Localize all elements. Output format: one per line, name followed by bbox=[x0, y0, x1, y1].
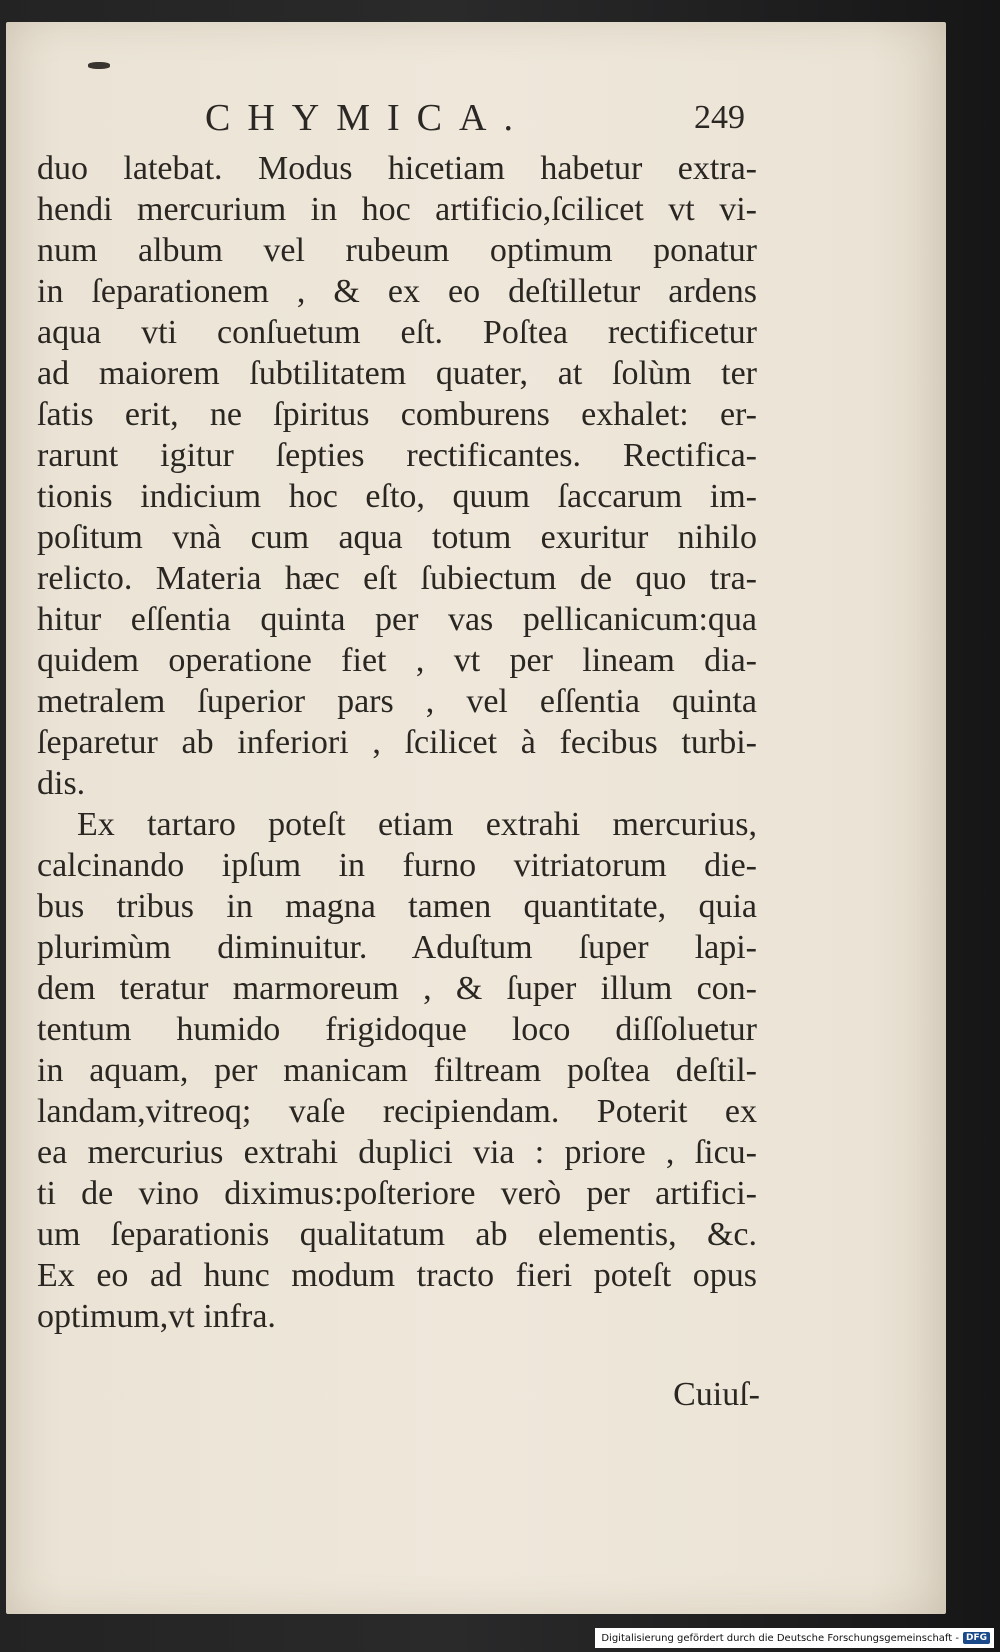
text-line: dis. bbox=[37, 765, 86, 802]
body-text bbox=[37, 148, 757, 1337]
text-line: Ex tartaro poteſt etiam extrahi mercurius, bbox=[77, 806, 757, 843]
text-line: plurimùm diminuitur. Aduſtum ſuper lapi- bbox=[37, 929, 757, 966]
text-line: Ex eo ad hunc modum tracto fieri poteſt opus bbox=[37, 1257, 757, 1294]
text-line: metralem ſuperior pars , vel eſſentia quinta bbox=[37, 683, 757, 720]
text-line: calcinando ipſum in furno vitriatorum die- bbox=[37, 847, 757, 884]
catchword: Cuiuſ- bbox=[673, 1376, 760, 1413]
text-line: in aquam, per manicam filtream poſtea deſtil- bbox=[37, 1052, 757, 1089]
text-line: aqua vti conſuetum eſt. Poſtea rectificetur bbox=[37, 314, 757, 351]
ink-spot bbox=[88, 62, 110, 69]
text-line: duo latebat. Modus hicetiam habetur extra- bbox=[37, 150, 757, 187]
credit-text: Digitalisierung gefördert durch die Deutsche Forschungsgemeinschaft - bbox=[601, 1632, 959, 1644]
text-line: ſeparetur ab inferiori , ſcilicet à fecibus turbi- bbox=[37, 724, 757, 761]
text-line: ſatis erit, ne ſpiritus comburens exhalet: er- bbox=[37, 396, 757, 433]
digitization-credit bbox=[595, 1628, 994, 1648]
text-line: rarunt igitur ſepties rectificantes. Rectifica- bbox=[37, 437, 757, 474]
running-title: CHYMICA. bbox=[205, 97, 530, 139]
text-line: hitur eſſentia quinta per vas pellicanicum:qua bbox=[37, 601, 757, 638]
text-line: quidem operatione fiet , vt per lineam dia- bbox=[37, 642, 757, 679]
text-line: landam,vitreoq; vaſe recipiendam. Poterit ex bbox=[37, 1093, 757, 1130]
text-line: hendi mercurium in hoc artificio,ſcilicet vt vi- bbox=[37, 191, 757, 228]
paragraph-1 bbox=[37, 148, 757, 804]
text-line: poſitum vnà cum aqua totum exuritur nihilo bbox=[37, 519, 757, 556]
text-line: tionis indicium hoc eſto, quum ſaccarum im- bbox=[37, 478, 757, 515]
text-line: ad maiorem ſubtilitatem quater, at ſolùm ter bbox=[37, 355, 757, 392]
text-line: num album vel rubeum optimum ponatur bbox=[37, 232, 757, 269]
text-line: ea mercurius extrahi duplici via : priore , ſicu- bbox=[37, 1134, 757, 1171]
paragraph-2 bbox=[37, 804, 757, 1337]
text-line: dem teratur marmoreum , & ſuper illum con- bbox=[37, 970, 757, 1007]
text-line: ti de vino diximus:poſteriore verò per artifici- bbox=[37, 1175, 757, 1212]
dfg-logo: DFG bbox=[963, 1632, 990, 1644]
text-line: um ſeparationis qualitatum ab elementis, &c. bbox=[37, 1216, 757, 1253]
page-number: 249 bbox=[694, 99, 745, 136]
text-line: tentum humido frigidoque loco diſſoluetur bbox=[37, 1011, 757, 1048]
text-line: in ſeparationem , & ex eo deſtilletur ardens bbox=[37, 273, 757, 310]
text-line: bus tribus in magna tamen quantitate, quia bbox=[37, 888, 757, 925]
page-header bbox=[205, 95, 745, 141]
text-line: optimum,vt infra. bbox=[37, 1298, 276, 1335]
text-line: relicto. Materia hæc eſt ſubiectum de quo tra- bbox=[37, 560, 757, 597]
